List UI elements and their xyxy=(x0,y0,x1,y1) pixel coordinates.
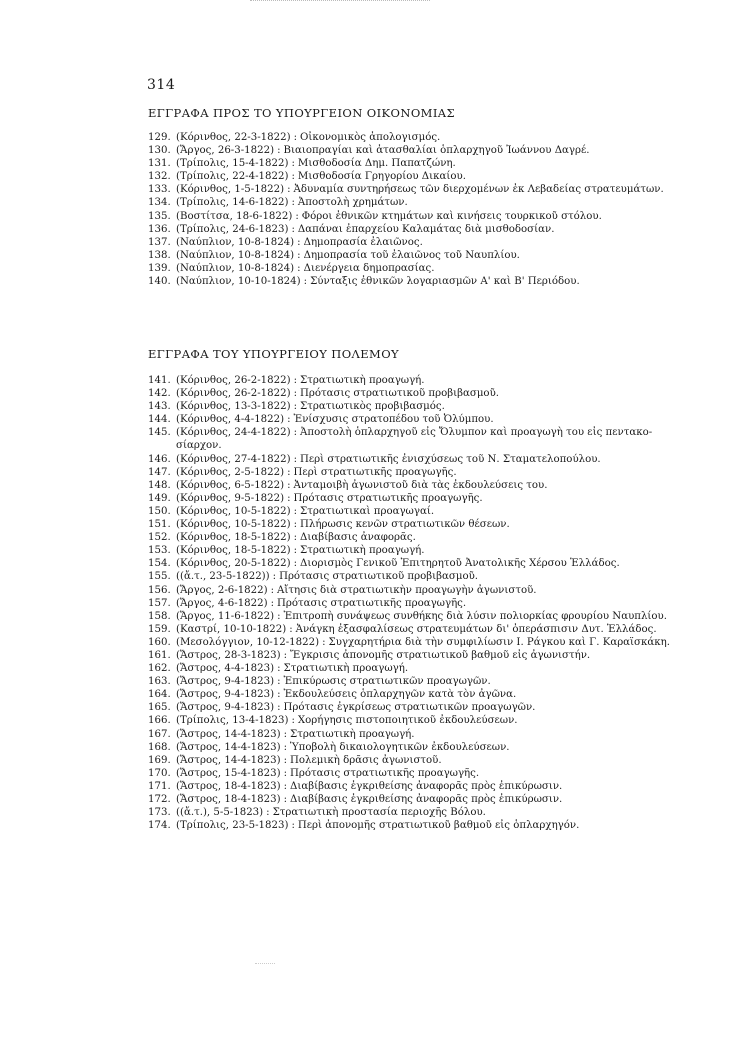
entry-description: Πρότασις στρατιωτικῆς προαγωγῆς. xyxy=(293,492,483,504)
section-heading-finance: ΕΓΓΡΑΦΑ ΠΡΟΣ ΤΟ ΥΠΟΥΡΓΕΙΟΝ ΟΙΚΟΝΟΜΙΑΣ xyxy=(148,106,455,120)
entry-number: 134. xyxy=(148,197,171,209)
entry-description: Πολεμικὴ δρᾶσις ἀγωνιστοῦ. xyxy=(290,754,442,766)
list-item xyxy=(148,584,618,597)
entry-number: 165. xyxy=(148,702,171,714)
entry-separator: : xyxy=(295,210,299,222)
entry-source: (Ἄργος, 26-3-1822) xyxy=(176,145,275,157)
entry-number: 135. xyxy=(148,210,171,222)
entry-number: 174. xyxy=(148,820,171,832)
entry-description: Ὑποβολὴ δικαιολογητικῶν ἐκδουλεύσεων. xyxy=(290,741,510,753)
entry-source: (Ἄστρος, 18-4-1823) xyxy=(176,780,281,792)
entry-separator: : xyxy=(303,276,308,288)
entry-number: 140. xyxy=(148,276,171,288)
entry-source: (Μεσολόγγιον, 10-12-1822) xyxy=(176,636,320,648)
entry-separator: : xyxy=(270,584,275,596)
entry-description: Ἀνάγκη ἐξασφαλίσεως στρατευμάτων δι' ὀπεράσπισιν Δυτ. Ἑλλάδος. xyxy=(295,623,657,635)
entry-description: Σύνταξις ἐθνικῶν λογαριασμῶν Α' καὶ Β' Περιόδου. xyxy=(310,276,580,288)
entry-source: (Τρίπολις, 22-4-1822) xyxy=(176,171,289,183)
entry-description: Πρότασις ἐγκρίσεως στρατιωτικῶν προαγωγῶν. xyxy=(283,702,536,714)
entry-separator: : xyxy=(283,649,288,661)
entry-number: 172. xyxy=(148,794,171,805)
entry-separator: : xyxy=(297,249,301,261)
entry-number: 138. xyxy=(148,249,171,261)
entry-separator: : xyxy=(293,132,298,143)
entry-number: 144. xyxy=(148,414,171,426)
entry-separator: : xyxy=(277,676,281,688)
entry-number: 149. xyxy=(148,492,171,504)
entry-source: (Κόρινθος, 20-5-1822) xyxy=(176,558,291,570)
entry-separator: : xyxy=(283,767,288,779)
entry-source: (Ἄργος, 2-6-1822) xyxy=(176,584,268,596)
list-item xyxy=(148,196,618,209)
entry-number: 151. xyxy=(148,519,171,531)
entry-description: Δημοπρασία τοῦ ἐλαιῶνος τοῦ Ναυπλίου. xyxy=(303,249,520,261)
entry-separator: : xyxy=(283,728,288,740)
entry-description: Συγχαρητήρια διὰ τὴν συμφιλίωσιν Ι. Ράγκου καὶ Γ. Καραϊσκάκη. xyxy=(328,636,670,648)
entry-description: Διαβίβασις ἐγκριθείσης ἀναφορᾶς πρὸς ἐπικύρωσιν. xyxy=(290,794,563,805)
entry-separator: : xyxy=(293,532,298,544)
list-item xyxy=(148,701,618,714)
entry-number: 166. xyxy=(148,715,171,727)
list-item xyxy=(148,649,618,662)
list-item xyxy=(148,479,618,492)
list-item xyxy=(148,793,618,806)
entry-separator: : xyxy=(293,453,298,465)
entry-source: (Κόρινθος, 26-2-1822) xyxy=(176,388,291,400)
entry-number: 142. xyxy=(148,388,171,400)
entry-number: 161. xyxy=(148,649,171,661)
entry-number: 143. xyxy=(148,401,171,413)
entry-separator: : xyxy=(287,414,291,426)
list-item xyxy=(148,210,618,223)
entry-number: 164. xyxy=(148,689,171,701)
list-item xyxy=(148,170,618,183)
entry-separator: : xyxy=(293,427,298,439)
entry-number: 150. xyxy=(148,505,171,517)
scan-artifact-bottom xyxy=(255,963,275,966)
entry-number: 137. xyxy=(148,236,171,248)
entry-description: Αἴτησις διὰ στρατιωτικὴν προαγωγὴν ἀγωνιστοῦ. xyxy=(277,584,537,596)
entry-number: 146. xyxy=(148,453,171,465)
entry-source: (Κόρινθος, 18-5-1822) xyxy=(176,532,291,544)
entry-source: (Ἄστρος, 9-4-1823) xyxy=(176,676,275,688)
scan-artifact-top xyxy=(250,0,430,4)
entry-source: (Ἄστρος, 14-4-1823) xyxy=(176,741,281,753)
entry-separator: : xyxy=(297,236,301,248)
list-item xyxy=(148,183,664,196)
list-item xyxy=(148,623,657,636)
entry-description: Μισθοδοσία Γρηγορίου Δικαίου. xyxy=(297,171,466,183)
entry-source: (Ἄστρος, 14-4-1823) xyxy=(176,754,281,766)
entry-description: Περὶ στρατιωτικῆς προαγωγῆς. xyxy=(293,466,457,478)
entry-separator: : xyxy=(272,571,277,583)
list-item xyxy=(148,223,618,236)
entry-source: (Ἄργος, 4-6-1822) xyxy=(176,597,268,609)
entry-number: 136. xyxy=(148,223,171,235)
entry-separator: : xyxy=(293,519,298,531)
entry-separator: : xyxy=(291,715,295,727)
entry-source: (Ἄστρος, 28-3-1823) xyxy=(176,649,281,661)
entry-source: (Κόρινθος, 10-5-1822) xyxy=(176,519,291,531)
entry-source: (Ἄργος, 11-6-1822) xyxy=(176,610,275,622)
entry-separator: : xyxy=(293,558,298,570)
entry-separator: : xyxy=(283,780,288,792)
entry-separator: : xyxy=(289,623,293,635)
entry-source: (Τρίπολις, 15-4-1822) xyxy=(176,158,289,170)
entry-separator: : xyxy=(283,754,288,766)
entry-description: Ἀνταμοιβὴ ἀγωνιστοῦ διὰ τὰς ἐκδουλεύσεις του. xyxy=(293,479,548,491)
entry-description: Πρότασις στρατιωτικοῦ προβιβασμοῦ. xyxy=(279,571,479,583)
list-item xyxy=(148,453,618,466)
entry-number: 131. xyxy=(148,158,171,170)
list-item xyxy=(148,806,618,819)
list-item xyxy=(148,413,618,426)
list-item xyxy=(148,597,618,610)
entry-source: (Κόρινθος, 6-5-1822) xyxy=(176,479,285,491)
list-item xyxy=(148,131,618,144)
entry-separator: : xyxy=(322,636,326,648)
list-item xyxy=(148,610,667,623)
entry-description: Στρατιωτικαὶ προαγωγαί. xyxy=(300,505,435,517)
entry-description: Στρατιωτικὴ προαγωγή. xyxy=(300,375,425,386)
entry-source: (Ἄστρος, 15-4-1823) xyxy=(176,767,281,779)
entry-number: 147. xyxy=(148,466,171,478)
list-item xyxy=(148,544,618,557)
entry-source: (Τρίπολις, 14-6-1822) xyxy=(176,197,289,209)
entry-source: (Κόρινθος, 26-2-1822) xyxy=(176,375,291,386)
entry-source: (Βοστίτσα, 18-6-1822) xyxy=(176,210,293,222)
entry-separator: : xyxy=(293,401,298,413)
entry-source: (Καστρί, 10-10-1822) xyxy=(176,623,287,635)
entry-description: Δημοπρασία ἐλαιῶνος. xyxy=(303,236,423,248)
entry-number: 160. xyxy=(148,636,171,648)
list-item xyxy=(148,249,618,262)
entry-source: (Ναύπλιον, 10-10-1824) xyxy=(176,276,301,288)
list-item xyxy=(148,662,618,675)
list-item xyxy=(148,767,618,780)
entry-separator: : xyxy=(283,741,288,753)
entry-source: (Ἄστρος, 4-4-1823) xyxy=(176,663,275,675)
entry-separator: : xyxy=(291,223,295,235)
entry-description: Φόροι ἐθνικῶν κτημάτων καὶ κινήσεις τουρκικοῦ στόλου. xyxy=(301,210,602,222)
entry-description: Οἰκονομικὸς ἀπολογισμός. xyxy=(300,132,441,143)
entry-description: Ἔγκρισις ἀπονομῆς στρατιωτικοῦ βαθμοῦ εἰς ἀγωνιστήν. xyxy=(290,649,591,661)
entry-source: (Κόρινθος, 24-4-1822) xyxy=(176,427,291,439)
entry-separator: : xyxy=(283,794,288,805)
list-item xyxy=(148,157,618,170)
entry-separator: : xyxy=(277,663,281,675)
entry-number: 163. xyxy=(148,676,171,688)
entry-separator: : xyxy=(270,597,275,609)
entry-source: (Ἄστρος, 9-4-1823) xyxy=(176,689,275,701)
entry-source: (Κόρινθος, 22-3-1822) xyxy=(176,132,291,143)
list-item xyxy=(148,400,618,413)
entry-description: Περὶ ἀπονομῆς στρατιωτικοῦ βαθμοῦ εἰς ὁπλαρχηγόν. xyxy=(297,820,580,832)
entry-description: Περὶ στρατιωτικῆς ἐνισχύσεως τοῦ Ν. Σταματελοπούλου. xyxy=(300,453,601,465)
entry-description: Πρότασις στρατιωτικῆς προαγωγῆς. xyxy=(277,597,467,609)
list-item xyxy=(148,387,618,400)
entry-source: ((ἄ.τ., 23-5-1822)) xyxy=(176,571,270,583)
entry-source: (Ναύπλιον, 10-8-1824) xyxy=(176,236,295,248)
list-item xyxy=(148,636,670,649)
entry-description: Ἐκδουλεύσεις ὁπλαρχηγῶν κατὰ τὸν ἀγῶνα. xyxy=(283,689,517,701)
entry-number: 133. xyxy=(148,184,171,196)
entry-source: (Ἄστρος, 14-4-1823) xyxy=(176,728,281,740)
list-item xyxy=(148,466,618,479)
list-item xyxy=(148,675,618,688)
entry-description: Στρατιωτικὸς προβιβασμός. xyxy=(300,401,445,413)
list-item xyxy=(148,275,618,288)
entry-description: Ἀποστολὴ χρημάτων. xyxy=(297,197,408,209)
list-item xyxy=(148,531,618,544)
entry-separator: : xyxy=(287,479,291,491)
entry-separator: : xyxy=(297,262,301,274)
entry-source: (Τρίπολις, 23-5-1823) xyxy=(176,820,289,832)
entry-number: 173. xyxy=(148,807,171,819)
list-item xyxy=(148,492,618,505)
entry-separator: : xyxy=(277,610,281,622)
entry-number: 153. xyxy=(148,545,171,557)
entry-description: Ἐνίσχυσις στρατοπέδου τοῦ Ὀλύμπου. xyxy=(293,414,494,426)
list-item xyxy=(148,714,618,727)
entry-description: Στρατιωτικὴ προαγωγή. xyxy=(290,728,415,740)
entry-number: 129. xyxy=(148,132,171,143)
entry-description: Διαβίβασις ἐγκριθείσης ἀναφορᾶς πρὸς ἐπικύρωσιν. xyxy=(290,780,563,792)
entry-separator: : xyxy=(293,545,298,557)
entry-number: 156. xyxy=(148,584,171,596)
entry-description: Μισθοδοσία Δημ. Παπατζώνη. xyxy=(297,158,456,170)
entry-number: 168. xyxy=(148,741,171,753)
list-item xyxy=(148,236,618,249)
entry-source: (Κόρινθος, 2-5-1822) xyxy=(176,466,285,478)
entry-separator: : xyxy=(287,184,291,196)
entry-source: ((ἄ.τ.), 5-5-1823) xyxy=(176,807,264,819)
list-item xyxy=(148,144,618,157)
entry-source: (Τρίπολις, 13-4-1823) xyxy=(176,715,289,727)
entry-separator: : xyxy=(291,171,295,183)
entry-source: (Τρίπολις, 24-6-1823) xyxy=(176,223,289,235)
entry-number: 167. xyxy=(148,728,171,740)
entry-separator: : xyxy=(291,820,295,832)
entry-description: Ἐπικύρωσις στρατιωτικῶν προαγωγῶν. xyxy=(283,676,491,688)
entry-list-war xyxy=(148,374,670,832)
entry-description: Στρατιωτικὴ προστασία περιοχῆς Βόλου. xyxy=(272,807,486,819)
entry-number: 145. xyxy=(148,427,171,439)
entry-number: 152. xyxy=(148,532,171,544)
entry-number: 170. xyxy=(148,767,171,779)
list-item xyxy=(148,754,618,767)
list-item xyxy=(148,374,618,387)
entry-description: Στρατιωτικὴ προαγωγή. xyxy=(300,545,425,557)
list-item xyxy=(148,505,618,518)
list-item xyxy=(148,688,618,701)
entry-number: 155. xyxy=(148,571,171,583)
entry-number: 158. xyxy=(148,610,171,622)
section-heading-war: ΕΓΓΡΑΦΑ ΤΟΥ ΥΠΟΥΡΓΕΙΟΥ ΠΟΛΕΜΟΥ xyxy=(148,347,400,361)
entry-source: (Ναύπλιον, 10-8-1824) xyxy=(176,262,295,274)
entry-number: 157. xyxy=(148,597,171,609)
entry-separator: : xyxy=(277,702,281,714)
entry-number: 162. xyxy=(148,663,171,675)
entry-description: Ἀδυναμία συντηρήσεως τῶν διερχομένων ἐκ Λεβαδείας στρατευμάτων. xyxy=(293,184,664,196)
entry-description: Πρότασις στρατιωτικοῦ προβιβασμοῦ. xyxy=(300,388,500,400)
entry-number: 154. xyxy=(148,558,171,570)
list-item xyxy=(148,557,618,570)
entry-description: Δαπάναι ἐπαρχείου Καλαμάτας διὰ μισθοδοσίαν. xyxy=(297,223,555,235)
entry-number: 171. xyxy=(148,780,171,792)
entry-number: 159. xyxy=(148,623,171,635)
entry-separator: : xyxy=(277,145,281,157)
entry-separator: : xyxy=(266,807,270,819)
list-item xyxy=(148,819,618,832)
entry-source: (Ναύπλιον, 10-8-1824) xyxy=(176,249,295,261)
entry-separator: : xyxy=(287,466,291,478)
entry-description: Ἐπιτροπὴ συνάψεως συνθήκης διὰ λύσιν πολιορκίας φρουρίου Ναυπλίου. xyxy=(283,610,667,622)
entry-number: 148. xyxy=(148,479,171,491)
list-item xyxy=(148,780,618,793)
entry-number: 139. xyxy=(148,262,171,274)
entry-description: Πρότασις στρατιωτικῆς προαγωγῆς. xyxy=(290,767,480,779)
entry-separator: : xyxy=(291,197,295,209)
entry-description: Διορισμὸς Γενικοῦ Ἐπιτηρητοῦ Ἀνατολικῆς Χέρσου Ἑλλάδος. xyxy=(300,558,620,570)
entry-source: (Κόρινθος, 10-5-1822) xyxy=(176,505,291,517)
list-item xyxy=(148,741,618,754)
entry-description: Χορήγησις πιστοποιητικοῦ ἐκδουλεύσεων. xyxy=(297,715,518,727)
entry-number: 169. xyxy=(148,754,171,766)
list-item xyxy=(148,570,618,583)
entry-description: Διαβίβασις ἀναφορᾶς. xyxy=(300,532,416,544)
entry-separator: : xyxy=(287,492,291,504)
entry-source: (Κόρινθος, 4-4-1822) xyxy=(176,414,285,426)
list-item xyxy=(148,728,618,741)
page-number: 314 xyxy=(147,77,176,93)
entry-source: (Κόρινθος, 18-5-1822) xyxy=(176,545,291,557)
entry-description: Βιαιοπραγίαι καὶ ἀτασθαλίαι ὁπλαρχηγοῦ Ἰωάννου Δαγρέ. xyxy=(283,145,590,157)
entry-number: 132. xyxy=(148,171,171,183)
entry-separator: : xyxy=(277,689,281,701)
entry-number: 141. xyxy=(148,375,171,386)
entry-separator: : xyxy=(291,158,295,170)
entry-source: (Κόρινθος, 13-3-1822) xyxy=(176,401,291,413)
entry-description: Ἀποστολὴ ὁπλαρχηγοῦ εἰς Ὄλυμπον καὶ προαγωγὴ του εἰς πεντακο- xyxy=(300,427,653,439)
entry-number: 130. xyxy=(148,145,171,157)
entry-source: (Κόρινθος, 27-4-1822) xyxy=(176,453,291,465)
entry-separator: : xyxy=(293,388,298,400)
entry-description-continued: σίαρχον. xyxy=(176,440,222,452)
list-item xyxy=(148,518,618,531)
entry-list-finance xyxy=(148,131,664,288)
entry-description: Πλήρωσις κενῶν στρατιωτικῶν θέσεων. xyxy=(300,519,510,531)
list-item xyxy=(148,426,653,452)
list-item xyxy=(148,262,618,275)
entry-source: (Ἄστρος, 9-4-1823) xyxy=(176,702,275,714)
entry-description: Διενέργεια δημοπρασίας. xyxy=(303,262,435,274)
entry-separator: : xyxy=(293,505,298,517)
entry-description: Στρατιωτικὴ προαγωγή. xyxy=(283,663,409,675)
entry-source: (Κόρινθος, 1-5-1822) xyxy=(176,184,285,196)
entry-separator: : xyxy=(293,375,298,386)
entry-source: (Κόρινθος, 9-5-1822) xyxy=(176,492,285,504)
entry-source: (Ἄστρος, 18-4-1823) xyxy=(176,794,281,805)
